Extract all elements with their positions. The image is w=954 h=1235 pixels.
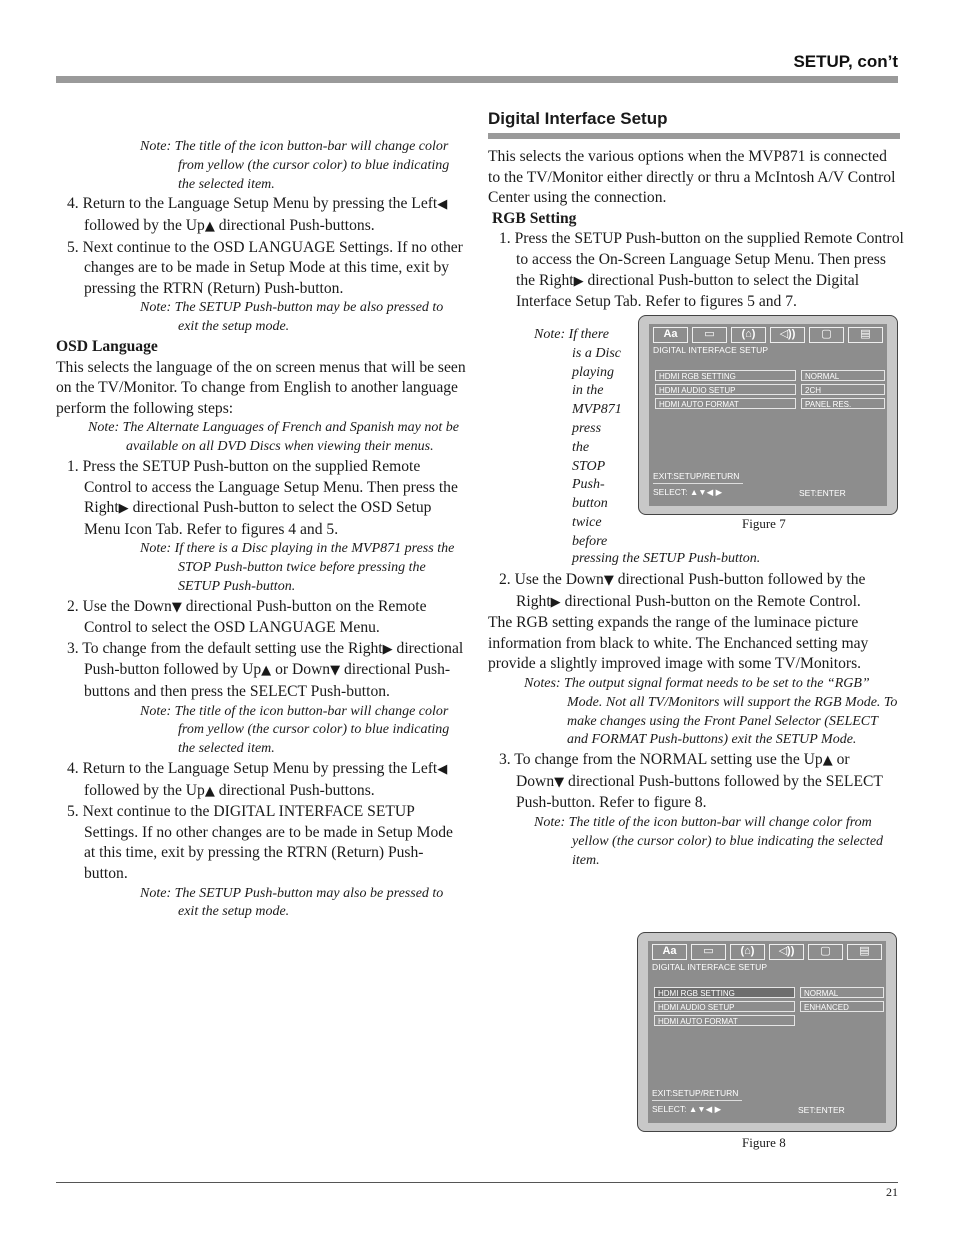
subheading-osd-language: OSD Language xyxy=(56,337,158,355)
osd-screen-figure-7 xyxy=(638,315,898,515)
osd-exit-hint: EXIT:SETUP/RETURN xyxy=(653,471,740,481)
page-header-title: SETUP, con’t xyxy=(793,52,898,71)
osd-row: HDMI AUDIO SETUP ENHANCED xyxy=(654,1001,886,1012)
left-arrow-icon: ◀ xyxy=(437,762,448,778)
down-arrow-icon: ▼ xyxy=(554,774,565,790)
language-icon: Aa xyxy=(652,944,687,960)
paragraph: This selects the various options when the MVP871 is connected to the TV/Monitor either directly or thru a McIntosh A/V Control Center using the connection. xyxy=(488,148,896,207)
note: Notes: The output signal format needs to be set to the “RGB” Mode. Not all TV/Monitors will support the RGB Mode. To make changes using the Front Panel Selector (SELECT and FORMAT Push-buttons) exit the SETUP Mode. xyxy=(524,675,898,748)
osd-set-hint: SET:ENTER xyxy=(798,1105,845,1115)
osd-divider xyxy=(653,483,743,484)
note: Note: The SETUP Push-button may be also pressed to exit the setup mode. xyxy=(140,300,444,335)
osd-menu-title: DIGITAL INTERFACE SETUP xyxy=(652,962,768,972)
page-number: 21 xyxy=(886,1185,898,1199)
step-item: 5. Next continue to the OSD LANGUAGE Settings. If no other changes are to be made in Setup Mode at this time, exit by pressing the RTRN (Return) Push-button. xyxy=(67,238,463,297)
osd-screen-figure-8 xyxy=(637,932,897,1132)
lock-icon: ▢ xyxy=(808,944,843,960)
step-item: 3. To change from the NORMAL setting use the Up▲ or Down▼ directional Push-buttons followed by the SELECT Push-button. Refer to figure 8. xyxy=(499,751,883,812)
step-item: 1. Press the SETUP Push-button on the supplied Remote Control to access the On-Screen Language Setup Menu. Then press the Right▶ directional Push-button to select the Digital Interface Setup Tab. Refer to figures 5 and 7. xyxy=(499,230,904,311)
note: Note: The Alternate Languages of French and Spanish may not be available on all DVD Discs when viewing their menus. xyxy=(88,420,459,455)
down-arrow-icon: ▼ xyxy=(603,573,614,588)
up-arrow-icon: ▲ xyxy=(204,783,215,799)
section-rule xyxy=(488,133,900,139)
footer-rule xyxy=(56,1182,898,1183)
figure-caption: Figure 7 xyxy=(742,516,786,531)
right-arrow-icon: ▶ xyxy=(118,501,129,517)
right-arrow-icon: ▶ xyxy=(573,273,584,289)
subheading-rgb-setting: RGB Setting xyxy=(492,209,577,227)
up-arrow-icon: ▲ xyxy=(261,663,272,679)
down-arrow-icon: ▼ xyxy=(171,599,182,615)
right-arrow-icon: ▶ xyxy=(550,594,561,610)
note: Note: The title of the icon button-bar will change color from yellow (the cursor color) to blue indicating the selected item. xyxy=(534,814,884,868)
paragraph: The RGB setting expands the range of the luminace picture information from black to white. The Enchanced setting may provide a slightly improved image with some TV/Monitors. xyxy=(488,614,869,673)
osd-exit-hint: EXIT:SETUP/RETURN xyxy=(652,1088,739,1098)
step-item: 3. To change from the default setting use the Right▶ directional Push-button followed by Up▲ or Down▼ directional Push-buttons and then press the SELECT Push-button. xyxy=(67,639,464,701)
step-item: 4. Return to the Language Setup Menu by pressing the Left◀ followed by the Up▲ directional Push-buttons. xyxy=(67,760,448,799)
speaker-icon: ◁)) xyxy=(769,944,804,960)
screen-icon: ▭ xyxy=(692,327,727,343)
speaker-icon: ◁)) xyxy=(770,327,805,343)
paragraph: This selects the language of the on screen menus that will be seen on the TV/Monitor. To change from English to another language perform the following steps: xyxy=(56,358,466,417)
note: Note: The title of the icon button-bar will change color from yellow (the cursor color) to blue indicating the selected item. xyxy=(140,139,450,192)
up-arrow-icon: ▲ xyxy=(204,218,215,234)
icon-button-bar xyxy=(652,944,882,958)
step-item: 1. Press the SETUP Push-button on the supplied Remote Control to access the Language Setup Menu. Then press the Right▶ directional Push-button to select the OSD Setup Menu Icon Tab. Refer to figures 4 and 5. xyxy=(67,457,458,538)
figure-caption: Figure 8 xyxy=(742,1135,786,1150)
user-icon: (⌂) xyxy=(731,327,766,343)
note-narrow: Note: If there is a Disc playing in the MVP871 press the STOP Push- button twice before xyxy=(534,327,622,549)
right-arrow-icon: ▶ xyxy=(382,641,393,657)
user-icon: (⌂) xyxy=(730,944,765,960)
step-item: 5. Next continue to the DIGITAL INTERFACE SETUP Settings. If no other changes are to be made in Setup Mode at this time, exit by pressing the RTRN (Return) Push-button. xyxy=(67,803,453,883)
osd-menu-title: DIGITAL INTERFACE SETUP xyxy=(653,345,769,355)
list-icon: ▤ xyxy=(847,944,882,960)
osd-row: HDMI AUDIO SETUP 2CH xyxy=(655,384,887,395)
left-column xyxy=(56,138,466,922)
note: Note: If there is a Disc playing in the MVP871 press the STOP Push-button twice before pressing the SETUP Push-button. xyxy=(140,541,455,594)
list-icon: ▤ xyxy=(848,327,883,343)
screen-icon: ▭ xyxy=(691,944,726,960)
osd-row: HDMI AUTO FORMAT PANEL RES. xyxy=(655,398,887,409)
note: Note: The title of the icon button-bar will change color from yellow (the cursor color) to blue indicating the selected item. xyxy=(140,703,450,757)
section-title: Digital Interface Setup xyxy=(488,109,668,128)
right-column-continued xyxy=(488,570,900,870)
note-tail: pressing the SETUP Push-button. xyxy=(572,551,761,566)
osd-row: HDMI RGB SETTING NORMAL xyxy=(655,370,887,381)
header-rule xyxy=(56,76,898,83)
left-arrow-icon: ◀ xyxy=(437,197,448,213)
language-icon: Aa xyxy=(653,327,688,343)
lock-icon: ▢ xyxy=(809,327,844,343)
osd-row: HDMI AUTO FORMAT xyxy=(654,1015,886,1026)
step-item: 4. Return to the Language Setup Menu by pressing the Left◀ followed by the Up▲ directional Push-buttons. xyxy=(67,195,448,234)
osd-set-hint: SET:ENTER xyxy=(799,488,846,498)
note: Note: The SETUP Push-button may also be pressed to exit the setup mode. xyxy=(140,885,444,920)
icon-button-bar xyxy=(653,327,883,341)
step-item: 2. Use the Down▼ directional Push-button followed by the Right▶ directional Push-button on the Remote Control. xyxy=(499,571,866,610)
down-arrow-icon: ▼ xyxy=(330,663,341,679)
osd-select-hint: SELECT: ▲▼◀ ▶ xyxy=(653,487,723,497)
osd-divider xyxy=(652,1100,742,1101)
right-column xyxy=(488,108,904,313)
osd-select-hint: SELECT: ▲▼◀ ▶ xyxy=(652,1104,722,1114)
up-arrow-icon: ▲ xyxy=(822,753,833,769)
osd-row: HDMI RGB SETTING NORMAL xyxy=(654,987,886,998)
step-item: 2. Use the Down▼ directional Push-button on the Remote Control to select the OSD LANGUAGE Menu. xyxy=(67,597,427,637)
